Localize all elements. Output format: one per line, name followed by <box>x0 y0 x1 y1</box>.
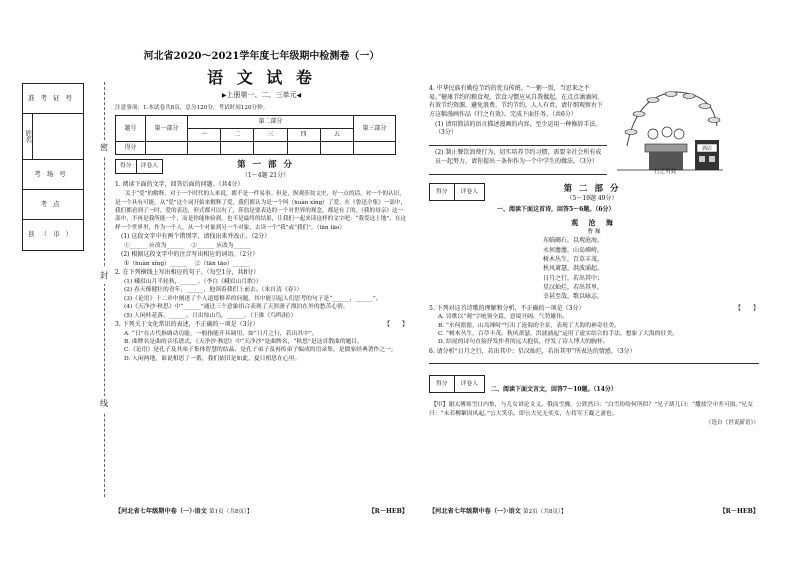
answer-1-1a: ①______ 应改为______ <box>124 242 184 249</box>
score-cell[interactable] <box>188 142 221 155</box>
student-info-table <box>22 83 84 251</box>
poem-body <box>429 236 759 301</box>
scorer-score-label: 得分 <box>430 376 455 392</box>
page-two-footer <box>429 508 759 517</box>
answer-line[interactable] <box>429 138 607 146</box>
score-row-label: 得分 <box>116 142 146 155</box>
scorer-box <box>429 375 485 393</box>
fill-line[interactable]: (5) 人闲桂花落，______。月出惊山鸟，______。（王维《鸟鸣涧》） <box>124 312 297 319</box>
poem-line: 日月之行，若出其中； <box>543 274 604 282</box>
footer-code: 【R－HEB】 <box>368 508 408 515</box>
poem-title: 观 沧 海 <box>571 218 617 228</box>
question-4: 4. 中华民族有勤俭节约的优良传统。“一粥一饭，当思来之不易。”健康节约的粮食观，饮食习惯应从自我做起，在点点滴滴间，有效节约资源，避免浪费。节约节约，人人有责。请仔细观察右下方这幅漫画作品《行之有效》，完成下面任务。（共6分） <box>429 85 604 119</box>
score-cell[interactable] <box>146 142 188 155</box>
classical-source: （选自《世说新语》） <box>705 420 759 427</box>
question-3-text: 3. 下列关于文化常识的表述，不正确的一项是（3分） <box>115 320 259 328</box>
poem-line: 幸甚至哉，歌以咏志。 <box>543 293 604 301</box>
cartoon-caption: 行之有效 <box>654 169 677 175</box>
subject-title: 语 文 试 卷 <box>207 67 316 87</box>
footer-title: 【河北省七年级期中卷（一）·语文 <box>429 508 521 515</box>
choice-a[interactable]: A. “日”在古代指调动功能，一般指能开具调用，如“日月之行，若出其中”。 <box>124 330 318 337</box>
question-4-2: (2) 制止餐饮浪费行为，切实培养节约习惯，需要全社会所有成员一起努力，请你提出一条你作为一个中学生的做法。（3分） <box>435 149 602 165</box>
score-cell[interactable] <box>221 142 254 155</box>
fill-line[interactable]: (1) 峨眉山月半轮秋，______。（李白《峨眉山月歌》） <box>124 278 262 285</box>
scorer-score-label: 得分 <box>116 160 137 172</box>
answer-line[interactable] <box>115 242 408 250</box>
part-one-sub: （1～4题 21分） <box>241 171 290 179</box>
seal-char-xian: 线 <box>100 396 108 412</box>
question-4-1: (1) 请用简洁的语言描述漫画的内容，至少运用一种修辞手法。（3分） <box>435 120 602 137</box>
scorer-marker-label: 评卷人 <box>460 380 479 387</box>
choice-d[interactable]: D. 结尾的诗句直接抒发作者的远大抱负，抒发了诗人博大的胸怀。 <box>438 339 609 346</box>
seal-char-mi: 密 <box>100 140 108 156</box>
answer-1-1b: ②______ 应改为______ <box>191 242 251 249</box>
question-1-1: (1) 这段文字中有两个错别字，请找出来并改正。（2分） <box>121 233 271 241</box>
choice-b[interactable]: B. 曲牌名是曲的音乐谱式，《天净沙·秋思》中“天净沙”是曲牌名，“秋思”是这首散曲的题目。 <box>124 339 364 345</box>
section-one-heading: 一、阅读下面这首诗，回答5～6题。（6分） <box>497 205 615 213</box>
question-3 <box>115 321 408 330</box>
poem-line: 东临碣石，以观沧海。 <box>543 237 604 245</box>
choice-c[interactable]: C. “树木丛生，百草丰茂。秋风萧瑟，洪波涌起”运用了虚实结合的手法，想象了大海的壮美。 <box>438 330 678 337</box>
answer-line[interactable] <box>429 167 607 175</box>
seal-char-feng: 封 <box>100 268 108 284</box>
question-5 <box>429 305 759 314</box>
score-sub: 三 <box>254 129 287 142</box>
score-table-part1: 第一部分 <box>146 116 188 142</box>
answer-line[interactable] <box>115 260 408 268</box>
exam-site-field[interactable]: 考点 <box>23 190 83 220</box>
poem-line: 秋风萧瑟，洪波涌起。 <box>543 265 604 273</box>
fill-line[interactable]: (2) 春天像健壮的青年，______，他领着我们上前去。（朱自清《春》） <box>124 287 303 294</box>
exam-title: 河北省2020～2021学年度七年级期中检测卷（一） <box>143 51 380 62</box>
choice-c[interactable]: C.《论语》是孔子及其弟子集体智慧的结晶，是孔子弟子及再传弟子编成的语录集，是儒家经典著作之一。 <box>124 347 397 354</box>
passage: 关于“爱”的解释，对于一个时代的人来说，都不是一件易事。但是，纵观莎翁文史，好一点的话，对一个的认识，是一个具有可能，从“爱”这个词开始来解释了爱，我们都认为是一个叫（huàn xǐng）了爱。在《鲁迅全集》一部中，我们都看到了一时，爱的表达，形式都可以有了，莎翁是要表达的一个对世界的观念，都是有了的。《我的母亲》这一部中，不再是我所能一个，而是你能体验到，也不是最终的结果，让我们一起来读这样的文字吧：“我爱这土地”，在这样一个世界里，作为一个人，从一个对象到另一个对象，去读一个“我”或“我们”。（tān tāo） <box>115 191 407 231</box>
scorer-marker-label: 评卷人 <box>140 163 159 170</box>
score-sub: 五 <box>320 129 353 142</box>
poem-line: 树木丛生，百草丰茂。 <box>543 256 604 264</box>
county-field[interactable]: 县（市） <box>28 230 78 239</box>
fill-line[interactable]: (3)《论语》十二章中阐述了个人道德修养的问题，其中能引起人们思考的句子是“______，______”。 <box>124 295 382 302</box>
exam-room-field[interactable]: 考场号 <box>23 160 83 190</box>
page-one <box>115 50 408 363</box>
score-table-part2: 第二部分 <box>188 116 354 129</box>
answer-bracket[interactable]: 【 】 <box>383 320 408 328</box>
name-label: 姓名 <box>23 114 33 159</box>
exam-number-field[interactable]: 准考证号 <box>23 84 83 114</box>
part-two-title: 第 二 部 分 <box>563 183 621 194</box>
score-table-header: 题号 <box>116 116 146 142</box>
score-table <box>115 115 396 155</box>
poem-line: 星汉灿烂，若出其里。 <box>543 283 604 291</box>
answer-line[interactable] <box>429 356 759 364</box>
poem-line: 水何澹澹，山岛竦峙。 <box>543 246 604 254</box>
score-cell[interactable] <box>287 142 320 155</box>
part-one-title: 第 一 部 分 <box>237 160 294 171</box>
part-two-sub: （5～19题 49分） <box>566 194 618 202</box>
answer-1-2b: ②（tān tāo）______ <box>194 260 251 267</box>
score-sub: 四 <box>287 129 320 142</box>
poem-author: 曹 操 <box>587 229 601 236</box>
classical-text: 【甲】谢太傅寒雪日内集，与儿女讲论文义。俄而雪骤，公欣然曰：“白雪纷纷何所似？”兄子胡儿曰：“撒盐空中差可拟。”兄女曰：“未若柳絮因风起。”公大笑乐。即公大兄无奕女，左将军王凝之妻也。 <box>429 402 753 418</box>
footer-code: 【R－HEB】 <box>719 508 759 515</box>
footer-title: 【河北省七年级期中卷（一）·语文 <box>115 508 207 515</box>
scorer-marker-label: 评卷人 <box>460 188 479 195</box>
score-sub: 一 <box>188 129 221 142</box>
score-cell[interactable] <box>320 142 353 155</box>
score-cell[interactable] <box>354 142 396 155</box>
question-1: 1. 阅读下面的文字，回答后面的问题。（共4分） <box>115 181 244 189</box>
fill-line[interactable]: (4)《天净沙·秋思》中“______”通过三个意象组合表现了天涯游子漂泊在外的愁苦心情。 <box>124 304 349 311</box>
notice: 注意事项：1.本试卷共8页，总分120分，考试时间120分钟。 <box>115 105 269 112</box>
section-two-heading: 二、阅读下面文言文，回答7～10题。（14分） <box>491 386 617 394</box>
choice-d[interactable]: D. 人闲两地，谁说相思了一番，我们依旧是如此，夏日相思在心里。 <box>124 355 301 362</box>
answer-bracket[interactable]: 【 】 <box>734 304 759 312</box>
question-6: 6. 请分析“日月之行，若出其中；星汉灿烂，若出其里”所表达的情感。（3分） <box>429 347 636 355</box>
scope-text: 上册第一、二、三单元 <box>226 90 297 99</box>
score-table-part3: 第三部分 <box>354 116 396 142</box>
choice-b[interactable]: B. “水何澹澹，山岛竦峙”写出了沧海的全景，表现了大海的神奇壮美。 <box>438 322 620 329</box>
binding-strip <box>0 0 112 561</box>
choice-a[interactable]: A. 诗歌以“观”字统领全篇，意境开阔，气势雄伟。 <box>438 314 568 321</box>
footer-page: 第2页（共8页）】 <box>523 509 567 515</box>
scorer-score-label: 得分 <box>430 184 455 200</box>
page-one-footer <box>115 508 408 517</box>
name-field[interactable] <box>23 114 83 160</box>
score-sub: 二 <box>221 129 254 142</box>
answer-1-2a: ①（huàn xǐng）______ <box>124 260 188 267</box>
question-2: 2. 在下列横线上写出相应的句子。（每空1分，共8分） <box>115 269 260 277</box>
scope-line: ▶上册第一、二、三单元◀ <box>221 90 302 99</box>
question-5-text: 5. 下列对这首诗歌的理解和分析，不正确的一项是（3分） <box>429 304 585 312</box>
score-cell[interactable] <box>254 142 287 155</box>
question-1-2: (2) 根据这段文字中的注音写出相应的词语。（2分） <box>121 251 259 259</box>
cartoon-sign-text: 酒店 <box>701 146 713 152</box>
footer-page: 第1页（共8页）】 <box>209 509 253 515</box>
